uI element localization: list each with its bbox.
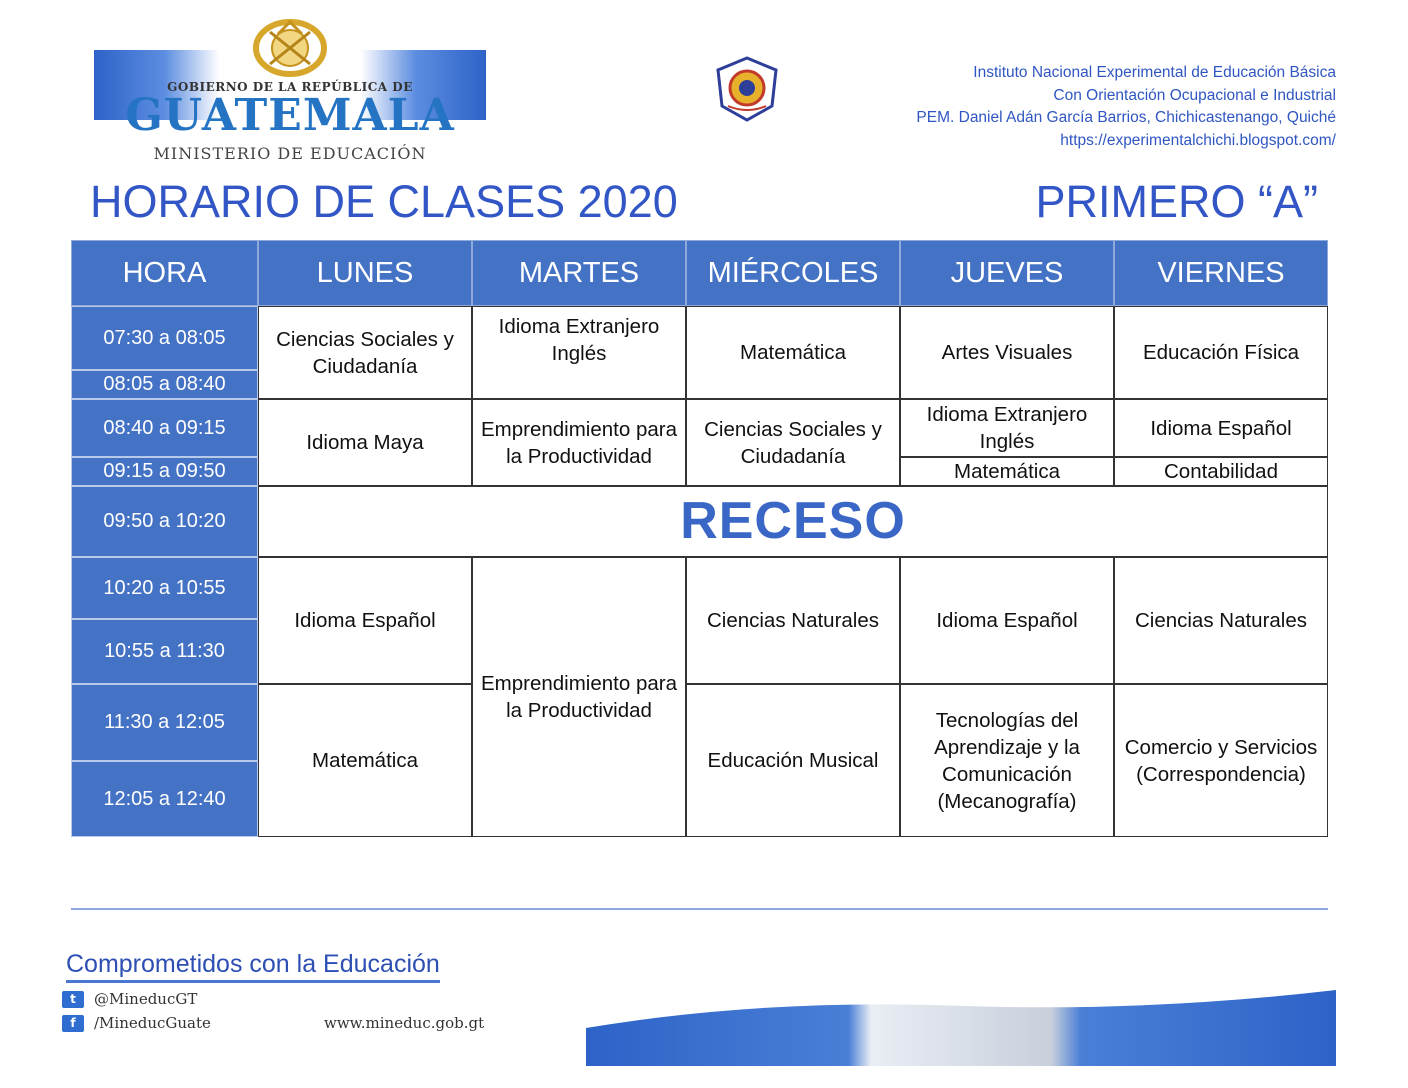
page-title: HORARIO DE CLASES 2020 [90, 176, 678, 227]
class-cell: Tecnologías del Aprendizaje y la Comunicación (Mecanografía) [900, 684, 1114, 837]
class-cell: Idioma Español [900, 557, 1114, 684]
time-slot: 12:05 a 12:40 [71, 761, 258, 837]
school-seal-icon [714, 56, 780, 122]
class-cell: Emprendimiento para la Productividad [472, 399, 686, 486]
class-cell: Idioma Extranjero Inglés [472, 306, 686, 399]
logo-line-1: GOBIERNO DE LA REPÚBLICA DE [167, 80, 413, 94]
class-cell: Matemática [258, 684, 472, 837]
institute-orientation: Con Orientación Ocupacional e Industrial [1053, 86, 1336, 104]
slogan: Comprometidos con la Educación [66, 950, 440, 983]
grade-label: PRIMERO “A” [1035, 176, 1318, 227]
header-jueves: JUEVES [900, 240, 1114, 306]
class-cell: Matemática [900, 457, 1114, 486]
class-cell: Ciencias Sociales y Ciudadanía [258, 306, 472, 399]
class-cell: Artes Visuales [900, 306, 1114, 399]
time-slot: 08:40 a 09:15 [71, 399, 258, 457]
coat-of-arms-icon [240, 14, 340, 78]
institute-address: PEM. Daniel Adán García Barrios, Chichicastenango, Quiché [916, 109, 1336, 126]
class-cell: Comercio y Servicios (Correspondencia) [1114, 684, 1328, 837]
class-cell: Matemática [686, 306, 900, 399]
time-slot: 09:15 a 09:50 [71, 457, 258, 486]
footer-wave-decoration [586, 988, 1336, 1066]
time-slot: 07:30 a 08:05 [71, 306, 258, 370]
class-cell: Contabilidad [1114, 457, 1328, 486]
class-cell: Educación Musical [686, 684, 900, 837]
header-martes: MARTES [472, 240, 686, 306]
class-cell: Ciencias Naturales [1114, 557, 1328, 684]
class-cell: Ciencias Naturales [686, 557, 900, 684]
ministry-logo [90, 14, 490, 164]
class-cell: Educación Física [1114, 306, 1328, 399]
time-slot: 10:20 a 10:55 [71, 557, 258, 619]
class-cell: Emprendimiento para la Productividad [472, 557, 686, 837]
header-viernes: VIERNES [1114, 240, 1328, 306]
logo-line-3: MINISTERIO DE EDUCACIÓN [153, 144, 427, 163]
twitter-label: @MineducGT [94, 990, 198, 1008]
footer-divider [71, 908, 1328, 910]
facebook-icon: f [62, 1015, 84, 1032]
website-link[interactable]: www.mineduc.gob.gt [324, 1014, 485, 1032]
time-slot: 10:55 a 11:30 [71, 619, 258, 684]
recess-cell: RECESO [258, 486, 1328, 557]
institute-name: Instituto Nacional Experimental de Educación Básica [973, 64, 1336, 81]
header-miercoles: MIÉRCOLES [686, 240, 900, 306]
class-cell: Idioma Español [1114, 399, 1328, 457]
header-hora: HORA [71, 240, 258, 306]
time-slot: 11:30 a 12:05 [71, 684, 258, 761]
facebook-label: /MineducGuate [94, 1014, 211, 1032]
institute-url[interactable]: https://experimentalchichi.blogspot.com/ [1060, 131, 1336, 149]
twitter-icon: t [62, 991, 84, 1008]
logo-line-2: GUATEMALA [125, 90, 455, 141]
class-cell: Idioma Maya [258, 399, 472, 486]
institute-info [916, 62, 1336, 152]
class-cell: Ciencias Sociales y Ciudadanía [686, 399, 900, 486]
schedule-table [71, 240, 1328, 837]
header-lunes: LUNES [258, 240, 472, 306]
twitter-handle[interactable] [62, 990, 197, 1008]
time-slot: 08:05 a 08:40 [71, 370, 258, 399]
class-cell: Idioma Español [258, 557, 472, 684]
time-slot: 09:50 a 10:20 [71, 486, 258, 557]
facebook-handle[interactable] [62, 1014, 211, 1032]
class-cell: Idioma Extranjero Inglés [900, 399, 1114, 457]
